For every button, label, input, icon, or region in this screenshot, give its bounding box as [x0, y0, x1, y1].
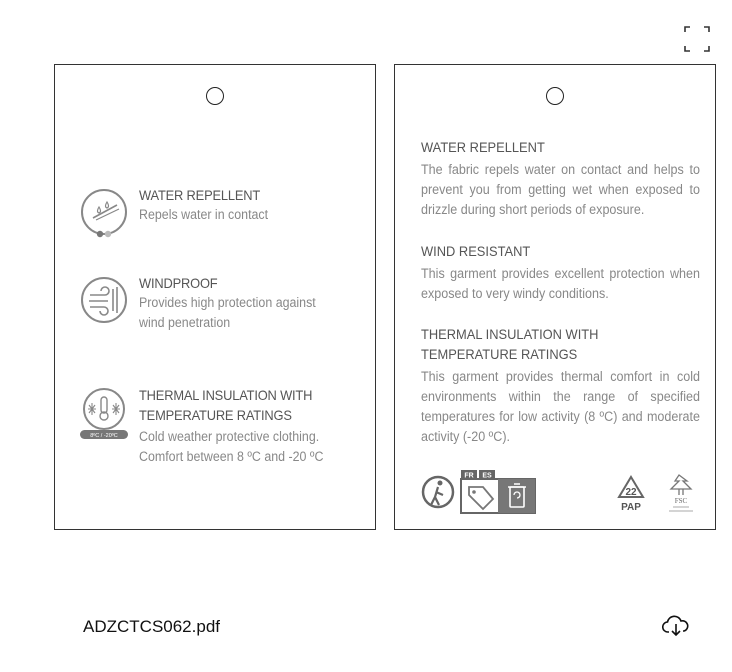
cloud-download-icon[interactable]	[662, 614, 690, 638]
water-drops-icon	[77, 185, 133, 241]
wind-icon	[77, 273, 133, 329]
pap-label: PAP	[621, 502, 641, 513]
section-body: This garment provides thermal comfort in cold environments within the range of specified temperatures for low activity (8 ºC) and moderate activity (-20 ºC).	[421, 369, 700, 444]
feature-description: Cold weather protective clothing. Comfort between 8 ºC and -20 ºC	[139, 429, 324, 464]
thermometer-snowflake-icon	[77, 385, 133, 441]
section-water-repellent	[421, 137, 701, 220]
fsc-label: FSC	[674, 497, 688, 505]
feature-description: Repels water in contact	[139, 207, 269, 222]
tag-hole	[546, 87, 564, 105]
pap-recycle-icon	[619, 477, 643, 513]
expand-icon[interactable]	[682, 24, 712, 54]
section-body: The fabric repels water on contact and helps to prevent you from getting wet when exposed to drizzle during short periods of exposure.	[421, 162, 700, 217]
recycle-person-icon	[423, 477, 453, 507]
feature-title: WATER REPELLENT	[139, 187, 261, 203]
tag-hole	[206, 87, 224, 105]
feature-title: THERMAL INSULATION WITH TEMPERATURE RATINGS	[139, 387, 313, 423]
file-name: ADZCTCS062.pdf	[83, 617, 220, 636]
sorting-label-icon	[461, 470, 535, 513]
hang-tag-back	[394, 64, 716, 530]
feature-title: WINDPROOF	[139, 275, 218, 291]
section-body: This garment provides excellent protection when exposed to very windy conditions.	[421, 266, 700, 301]
section-wind-resistant	[421, 241, 701, 304]
fsc-logo-icon	[669, 475, 693, 511]
section-thermal-insulation	[421, 324, 701, 447]
fr-label: FR	[464, 472, 474, 480]
hang-tag-front	[54, 64, 376, 530]
section-title: WIND RESISTANT	[421, 243, 531, 259]
feature-description: Provides high protection against wind penetration	[139, 295, 316, 330]
pap-number: 22	[625, 487, 637, 498]
section-title: THERMAL INSULATION WITH TEMPERATURE RATINGS	[421, 326, 599, 362]
temperature-badge: 8ºC / -20ºC	[90, 433, 118, 439]
recycling-icons	[421, 465, 701, 525]
section-title: WATER REPELLENT	[421, 139, 545, 155]
es-label: ES	[482, 472, 492, 480]
